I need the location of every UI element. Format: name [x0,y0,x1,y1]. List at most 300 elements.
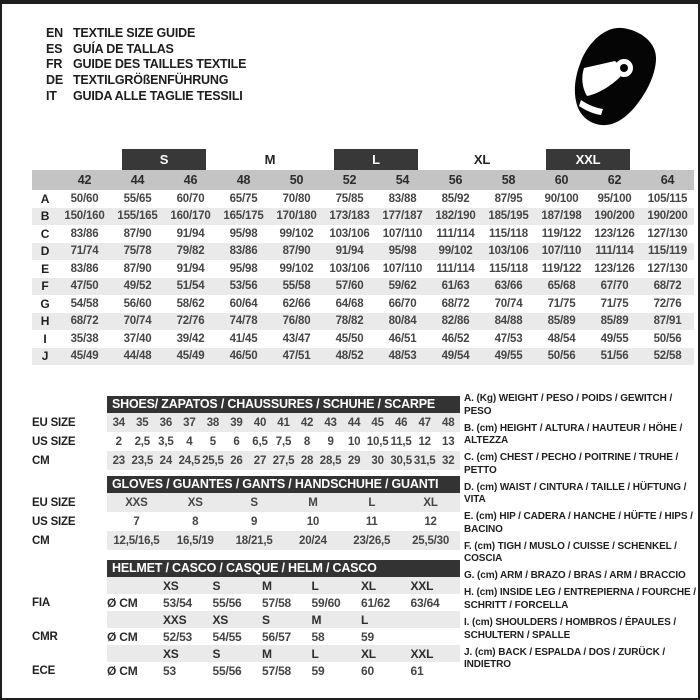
value-cell: 11,5 [390,435,412,448]
helmet-size-header: L [311,578,319,593]
helmet-size-header: L [361,612,369,627]
value-cell: 13 [442,435,455,448]
size-cell: 107/110 [541,245,582,258]
column-header-60: 60 [554,173,569,187]
size-cell: 60/70 [176,192,205,205]
size-cell: 65/75 [229,192,258,205]
size-cell: 47/53 [494,332,523,345]
size-cell: 75/78 [123,245,152,258]
size-cell: 150/160 [64,210,105,223]
size-cell: 87/95 [494,192,523,205]
size-cell: 59/62 [388,280,417,293]
size-cell: 185/195 [488,210,529,223]
value-cell: 3,5 [158,435,174,448]
size-cell: 46/51 [388,332,417,345]
value-cell: 30 [371,454,384,467]
row-label: C [40,226,50,241]
legend-item-d: D. (cm) WAIST / CINTURA / TAILLE / HÜFTUNG / VITA [464,481,687,506]
row-label: EU SIZE [32,496,76,509]
helmet-size-header: XXS [163,612,187,627]
helmet-size-header-band [107,645,460,662]
size-cell: 177/187 [382,210,423,223]
value-cell: 8 [303,435,311,448]
size-row-f [32,278,694,296]
size-group-l: L [334,149,418,170]
helmet-value-row-fia [32,594,460,611]
value-cell: 11 [365,515,378,528]
diameter-unit-label: Ø CM [107,595,138,610]
size-cell: 170/180 [276,210,317,223]
column-header-52: 52 [342,173,357,187]
column-header-56: 56 [448,173,463,187]
value-cell: 41 [277,416,290,429]
value-cell: 43 [324,416,337,429]
helmet-size-header: XL [361,646,376,661]
helmet-size-value: 55/56 [212,663,242,678]
size-cell: 91/94 [335,245,364,258]
helmet-size-value: 54/55 [212,629,242,644]
size-row-b [32,208,694,226]
size-cell: 50/56 [653,332,682,345]
value-cell: 32 [442,454,455,467]
legend-item-f: F. (cm) TIGH / MUSLO / CUISSE / SCHENKEL / COSCIA [464,540,677,565]
helmet-size-header-band [107,577,460,594]
size-cell: 46/50 [229,350,258,363]
language-code: IT [46,89,57,104]
gloves-size-table [32,476,460,550]
value-cell: 23/26,5 [353,534,391,547]
value-cell: 5 [209,435,216,448]
size-cell: 99/102 [279,227,314,240]
value-cell: 23,5 [131,454,154,467]
helmet-size-header-row-ece [32,645,460,662]
size-cell: 50/60 [70,192,99,205]
value-cell: 37 [183,416,196,429]
row-label: F [41,279,49,294]
size-cell: 103/106 [488,245,529,258]
size-cell: 95/98 [388,245,417,258]
size-group-m: M [264,152,276,167]
column-header-64: 64 [660,173,675,187]
size-cell: 115/118 [489,227,528,240]
legend-item-j: J. (cm) BACK / ESPALDA / DOS / ZURÜCK / INDIETRO [464,646,666,671]
size-cell: 82/86 [441,315,470,328]
value-cell: 31,5 [413,454,436,467]
row-label: D [40,244,50,259]
measurement-legend [464,393,700,676]
value-cell: 23 [112,454,125,467]
size-cell: 67/70 [600,280,629,293]
size-cell: 37/40 [123,332,152,345]
value-cell: 47 [418,416,431,429]
size-cell: 90/100 [544,192,579,205]
size-cell: 123/126 [594,262,635,275]
size-cell: 123/126 [594,227,635,240]
size-cell: 155/165 [117,210,158,223]
size-cell: 76/80 [282,315,311,328]
standard-label: FIA [32,596,50,609]
shoes-row-cm [32,451,460,470]
diameter-unit-label: Ø CM [107,629,138,644]
row-label: US SIZE [32,435,76,448]
shoes-row-eu-size [32,413,460,432]
size-cell: 58/62 [176,297,205,310]
helmet-size-header: M [311,612,322,627]
size-cell: 51/54 [176,280,205,293]
helmet-size-value: 61/62 [361,595,391,610]
legend-item-c: C. (cm) CHEST / PECHO / POITRINE / TRUHE / PETTO [464,452,679,476]
helmet-size-header: XL [361,578,376,593]
size-cell: 44/48 [123,350,152,363]
helmet-size-header-band [107,611,460,628]
size-cell: 127/130 [647,227,688,240]
value-cell: 24,5 [178,454,201,467]
size-cell: 52/58 [653,350,682,363]
helmet-value-band [107,662,460,679]
size-cell: 48/52 [335,350,364,363]
size-cell: 85/92 [441,192,470,205]
size-cell: 50/56 [547,350,576,363]
helmet-size-table [32,560,460,679]
value-cell: 18/21,5 [235,534,273,547]
size-cell: 103/106 [329,227,370,240]
size-cell: 70/80 [282,192,311,205]
size-cell: 95/100 [597,192,632,205]
helmet-size-value: 52/53 [163,629,193,644]
size-cell: 71/74 [70,245,99,258]
row-label: A [40,191,50,206]
value-cell: 7,5 [275,435,292,448]
size-cell: 39/42 [176,332,205,345]
gloves-value-band [107,493,460,512]
column-header-62: 62 [607,173,622,187]
value-cell: 30,5 [390,454,412,467]
size-cell: 91/94 [176,227,205,240]
helmet-size-header-row-cmr [32,611,460,628]
size-cell: 70/74 [123,315,152,328]
helmet-size-header-row-fia [32,577,460,594]
size-cell: 71/75 [547,297,576,310]
helmet-size-header: S [212,646,221,661]
size-cell: 41/45 [229,332,258,345]
column-header-46: 46 [183,173,198,187]
size-cell: 61/63 [441,280,470,293]
row-label: H [40,314,50,329]
standard-label: CMR [32,630,58,643]
value-cell: 34 [112,416,125,429]
size-cell: 182/190 [435,210,476,223]
helmet-value-row-ece [32,662,460,679]
gloves-title-bar: GLOVES / GUANTES / GANTS / HANDSCHUHE / GUANTI [107,476,460,493]
size-cell: 47/50 [70,280,99,293]
size-cell: 99/102 [279,262,314,275]
gloves-row-us-size [32,512,460,531]
language-code: ES [46,41,63,56]
size-cell: 95/98 [229,262,258,275]
size-cell: 72/76 [176,315,205,328]
value-cell: S [250,496,258,509]
size-cell: 119/122 [541,227,582,240]
helmet-size-header: XS [212,612,229,627]
language-row-fr [46,57,246,73]
size-cell: 87/91 [653,315,682,328]
language-row-en [46,25,246,41]
helmet-size-value: 61 [410,663,424,678]
value-cell: 46 [394,416,408,429]
value-cell: 26 [230,454,243,467]
size-cell: 85/89 [547,315,576,328]
gloves-row-eu-size [32,493,460,512]
size-cell: 55/65 [123,192,152,205]
value-cell: 20/24 [299,534,327,547]
helmet-size-header: XXL [410,646,434,661]
helmet-value-band [107,628,460,645]
diameter-unit-label: Ø CM [107,663,138,678]
size-cell: 107/110 [382,262,423,275]
size-cell: 49/52 [123,280,152,293]
size-cell: 85/89 [600,315,629,328]
size-cell: 54/58 [70,297,99,310]
shoes-value-band [107,413,460,432]
value-cell: 40 [253,416,267,429]
helmet-value-row-cmr [32,628,460,645]
value-cell: 6 [233,435,240,448]
size-cell: 68/72 [70,315,99,328]
size-cell: 127/130 [647,262,688,275]
column-header-50: 50 [289,173,304,187]
helmet-size-value: 57/58 [262,595,292,610]
helmet-value-band [107,594,460,611]
helmet-size-header: M [262,578,272,593]
value-cell: 16,5/19 [176,534,214,547]
value-cell: 27 [253,454,267,467]
standard-label: ECE [32,664,56,677]
helmet-size-value: 58 [311,629,325,644]
legend-item-a: A. (Kg) WEIGHT / PESO / POIDS / GEWITCH / PESO [464,393,673,417]
row-label: I [43,331,47,346]
size-cell: 84/88 [494,315,523,328]
value-cell: 4 [186,435,193,448]
column-header-44: 44 [130,173,145,187]
size-cell: 45/50 [335,332,364,345]
legend-item-e: E. (cm) HIP / CADERA / HANCHE / HÜFTE / HIPS / BACINO [464,511,693,535]
language-code: DE [46,73,63,88]
size-cell: 83/86 [70,227,99,240]
row-label: CM [32,534,50,547]
helmet-title-bar: HELMET / CASCO / CASQUE / HELM / CASCO [107,560,460,577]
value-cell: 48 [442,416,455,429]
size-cell: 115/118 [489,262,528,275]
helmet-size-header: M [262,646,272,661]
size-row-d [32,243,694,261]
row-label: EU SIZE [32,416,76,429]
size-cell: 87/90 [123,262,152,275]
helmet-size-header: L [311,646,319,661]
value-cell: 25,5 [202,454,224,467]
helmet-size-value: 63/64 [410,595,440,610]
shoes-title-bar: SHOES/ ZAPATOS / CHAUSSURES / SCHUHE / SCARPE [107,396,460,413]
value-cell: 29 [347,454,361,467]
shoes-value-band [107,432,460,451]
shoes-size-table [32,396,460,470]
value-cell: XXS [125,496,148,509]
size-cell: 68/72 [653,280,682,293]
shoes-value-band [107,451,460,470]
gloves-row-cm [32,531,460,550]
size-row-i [32,330,694,348]
value-cell: L [368,496,376,509]
size-cell: 35/38 [70,332,99,345]
size-group-s: S [122,149,206,170]
size-row-e [32,260,694,278]
value-cell: 10,5 [366,435,389,448]
column-header-58: 58 [501,173,516,187]
helmet-size-header: XS [163,646,179,661]
helmet-size-value: 56/57 [262,629,292,644]
size-cell: 74/78 [229,315,258,328]
helmet-size-value: 59 [361,629,374,644]
language-title: TEXTILGRÖßENFÜHRUNG [73,73,229,88]
value-cell: 35 [136,416,149,429]
value-cell: 10 [306,515,320,528]
size-cell: 80/84 [388,315,417,328]
size-cell: 43/47 [282,332,311,345]
language-code: FR [46,57,63,72]
size-cell: 70/74 [494,297,523,310]
value-cell: 12 [418,435,431,448]
value-cell: 12,5/16,5 [113,534,160,547]
value-cell: 10 [347,435,361,448]
column-header-54: 54 [395,173,410,187]
size-cell: 49/54 [441,350,470,363]
size-cell: 105/115 [647,192,688,205]
size-cell: 111/114 [595,245,634,258]
size-cell: 64/68 [335,297,364,310]
size-cell: 83/88 [388,192,417,205]
size-cell: 45/49 [176,350,205,363]
size-cell: 95/98 [229,227,258,240]
size-row-a [32,190,694,208]
language-code: EN [46,25,63,40]
value-cell: 42 [300,416,314,429]
size-cell: 62/66 [282,297,311,310]
helmet-size-value: 60 [361,663,374,678]
column-header-48: 48 [236,173,251,187]
size-cell: 160/170 [170,210,211,223]
value-cell: M [308,496,318,509]
size-group-row [32,149,694,170]
size-cell: 66/70 [388,297,417,310]
size-cell: 83/86 [70,262,99,275]
row-label: G [40,296,50,311]
size-cell: 119/122 [541,262,582,275]
size-cell: 51/56 [600,350,629,363]
language-title: GUIDA ALLE TAGLIE TESSILI [73,89,243,104]
racing-helmet-icon [571,26,665,128]
size-cell: 63/66 [494,280,523,293]
size-row-h [32,313,694,331]
value-cell: 28 [300,454,314,467]
size-cell: 103/106 [329,262,370,275]
size-cell: 47/51 [282,350,311,363]
size-cell: 91/94 [176,262,205,275]
value-cell: 38 [206,416,220,429]
size-cell: 190/200 [647,210,688,223]
value-cell: 27,5 [272,454,295,467]
size-cell: 55/58 [282,280,311,293]
size-cell: 49/55 [494,350,523,363]
size-cell: 56/60 [123,297,152,310]
legend-item-g: G. (cm) ARM / BRAZO / BRAS / ARM / BRACCIO [464,570,686,582]
size-cell: 99/102 [438,245,473,258]
language-title: TEXTILE SIZE GUIDE [73,25,196,40]
language-title: GUÍA DE TALLAS [73,41,174,56]
helmet-size-value: 53 [163,663,176,678]
size-cell: 78/82 [335,315,364,328]
size-cell: 71/75 [600,297,629,310]
language-title: GUIDE DES TAILLES TEXTILE [73,57,247,72]
size-cell: 57/60 [335,280,364,293]
gloves-value-band [107,531,460,550]
helmet-size-header: S [262,612,270,627]
legend-item-i: I. (cm) SHOULDERS / HOMBROS / ÉPAULES / SCHULTERN / SPALLE [464,617,677,641]
size-cell: 187/198 [541,210,582,223]
size-cell: 107/110 [382,227,423,240]
helmet-size-header: XS [163,578,179,593]
size-row-g [32,295,694,313]
language-row-it [46,88,246,104]
size-cell: 49/55 [600,332,629,345]
shoes-row-us-size [32,432,460,451]
value-cell: 12 [424,515,437,528]
size-cell: 60/64 [229,297,258,310]
size-cell: 111/114 [436,227,475,240]
size-cell: 165/175 [223,210,264,223]
value-cell: 9 [327,435,334,448]
value-cell: 6,5 [252,435,268,448]
language-row-es [46,41,246,57]
row-label: J [41,349,49,364]
size-group-xl: XL [473,152,491,167]
size-cell: 65/68 [547,280,576,293]
helmet-size-value: 53/54 [163,595,193,610]
size-cell: 115/119 [648,245,687,258]
size-cell: 87/90 [282,245,311,258]
value-cell: 44 [347,416,361,429]
row-label: B [40,209,50,224]
value-cell: 25,5/30 [412,534,450,547]
size-cell: 87/90 [123,227,152,240]
textile-size-table [32,149,694,365]
value-cell: 28,5 [319,454,342,467]
value-cell: 7 [133,515,140,528]
size-cell: 83/86 [229,245,258,258]
size-row-j [32,348,694,366]
language-row-de [46,72,246,88]
value-cell: 39 [230,416,243,429]
row-label: CM [32,454,50,467]
legend-item-b: B. (cm) HEIGHT / ALTURA / HAUTEUR / HÖHE / ALTEZZA [464,422,683,447]
language-title-list [46,25,246,104]
size-cell: 173/183 [329,210,370,223]
size-cell: 75/85 [335,192,364,205]
size-cell: 111/114 [436,262,475,275]
legend-item-h: H. (cm) INSIDE LEG / ENTREPIERNA / FOURCHE / SCHRITT / FORCELLA [464,587,696,612]
gloves-value-band [107,512,460,531]
size-cell: 53/56 [229,280,258,293]
helmet-size-value: 57/58 [262,663,292,678]
column-header-42: 42 [77,173,92,187]
